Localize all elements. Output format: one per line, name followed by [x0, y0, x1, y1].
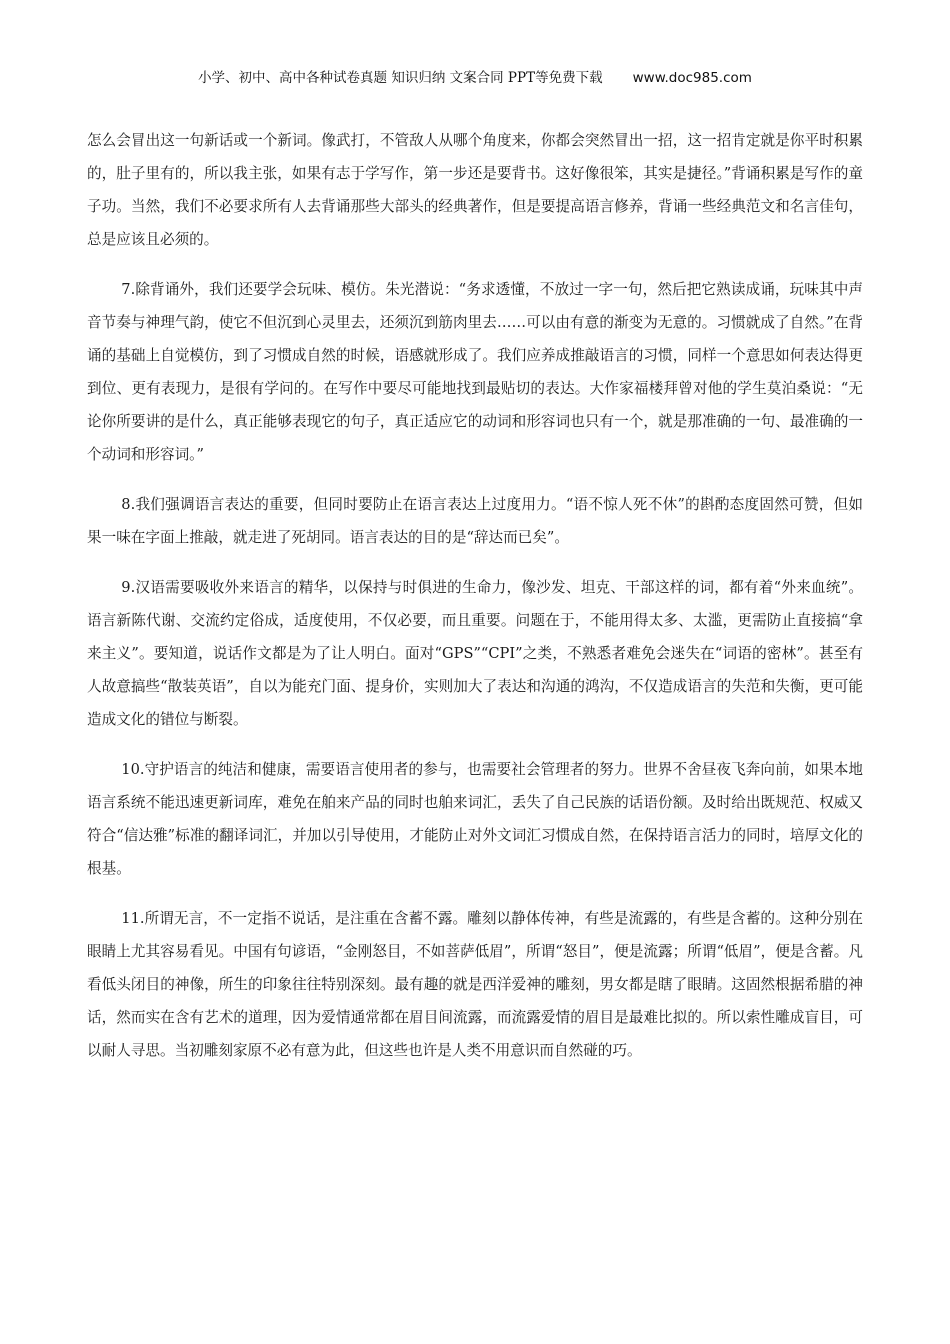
paragraph-10: 10.守护语言的纯洁和健康，需要语言使用者的参与，也需要社会管理者的努力。世界不舍昼夜飞奔向前，如果本地语言系统不能迅速更新词库，难免在舶来产品的同时也舶来词汇，丢失了自己民族的话语份额。及时给出既规范、权威又符合“信达雅”标准的翻译词汇，并加以引导使用，才能防止对外文词汇习惯成自然，在保持语言活力的同时，培厚文化的根基。: [87, 761, 863, 877]
paragraph-11: 11.所谓无言，不一定指不说话，是注重在含蓄不露。雕刻以静体传神，有些是流露的，有些是含蓄的。这种分别在眼睛上尤其容易看见。中国有句谚语，“金刚怒目，不如菩萨低眉”，所谓“怒目”，便是流露；所谓“低眉”，便是含蓄。凡看低头闭目的神像，所生的印象往往特别深刻。最有趣的就是西洋爱神的雕刻，男女都是瞎了眼睛。这固然根据希腊的神话，然而实在含有艺术的道理，因为爱情通常都在眉目间流露，而流露爱情的眉目是最难比拟的。所以索性雕成盲目，可以耐人寻思。当初雕刻家原不必有意为此，但这些也许是人类不用意识而自然碰的巧。: [87, 910, 863, 1059]
paragraph-7: 7.除背诵外，我们还要学会玩味、模仿。朱光潜说：“务求透懂，不放过一字一句，然后把它熟读成诵，玩味其中声音节奏与神理气韵，使它不但沉到心灵里去，还须沉到筋肉里去……可以由有意的渐变为无意的。习惯就成了自然。”在背诵的基础上自觉模仿，到了习惯成自然的时候，语感就形成了。我们应养成推敲语言的习惯，同样一个意思如何表达得更到位、更有表现力，是很有学问的。在写作中要尽可能地找到最贴切的表达。大作家福楼拜曾对他的学生莫泊桑说：“无论你所要讲的是什么，真正能够表现它的句子，真正适应它的动词和形容词也只有一个，就是那准确的一句、最准确的一个动词和形容词。”: [87, 281, 863, 463]
header-url[interactable]: www.doc985.com: [632, 70, 752, 86]
document-body: [87, 124, 863, 1084]
paragraph-8: 8.我们强调语言表达的重要，但同时要防止在语言表达上过度用力。“语不惊人死不休”的斟酌态度固然可赞，但如果一味在字面上推敲，就走进了死胡同。语言表达的目的是“辞达而已矣”。: [87, 496, 863, 546]
header-title: 小学、初中、高中各种试卷真题 知识归纳 文案合同 PPT等免费下载: [198, 70, 603, 86]
paragraph-continuation: 怎么会冒出这一句新话或一个新词。像武打，不管敌人从哪个角度来，你都会突然冒出一招，这一招肯定就是你平时积累的，肚子里有的，所以我主张，如果有志于学写作，第一步还是要背书。这好像很笨，其实是捷径。”背诵积累是写作的童子功。当然，我们不必要求所有人去背诵那些大部头的经典著作，但是要提高语言修养，背诵一些经典范文和名言佳句，总是应该且必须的。: [87, 132, 863, 248]
page-header: [0, 68, 950, 88]
paragraph-9: 9.汉语需要吸收外来语言的精华，以保持与时俱进的生命力，像沙发、坦克、干部这样的词，都有着“外来血统”。语言新陈代谢、交流约定俗成，适度使用，不仅必要，而且重要。问题在于，不能用得太多、太滥，更需防止直接搞“拿来主义”。要知道，说话作文都是为了让人明白。面对“GPS”“CPI”之类，不熟悉者难免会迷失在“词语的密林”。甚至有人故意搞些“散装英语”，自以为能充门面、提身价，实则加大了表达和沟通的鸿沟，不仅造成语言的失范和失衡，更可能造成文化的错位与断裂。: [87, 579, 863, 728]
